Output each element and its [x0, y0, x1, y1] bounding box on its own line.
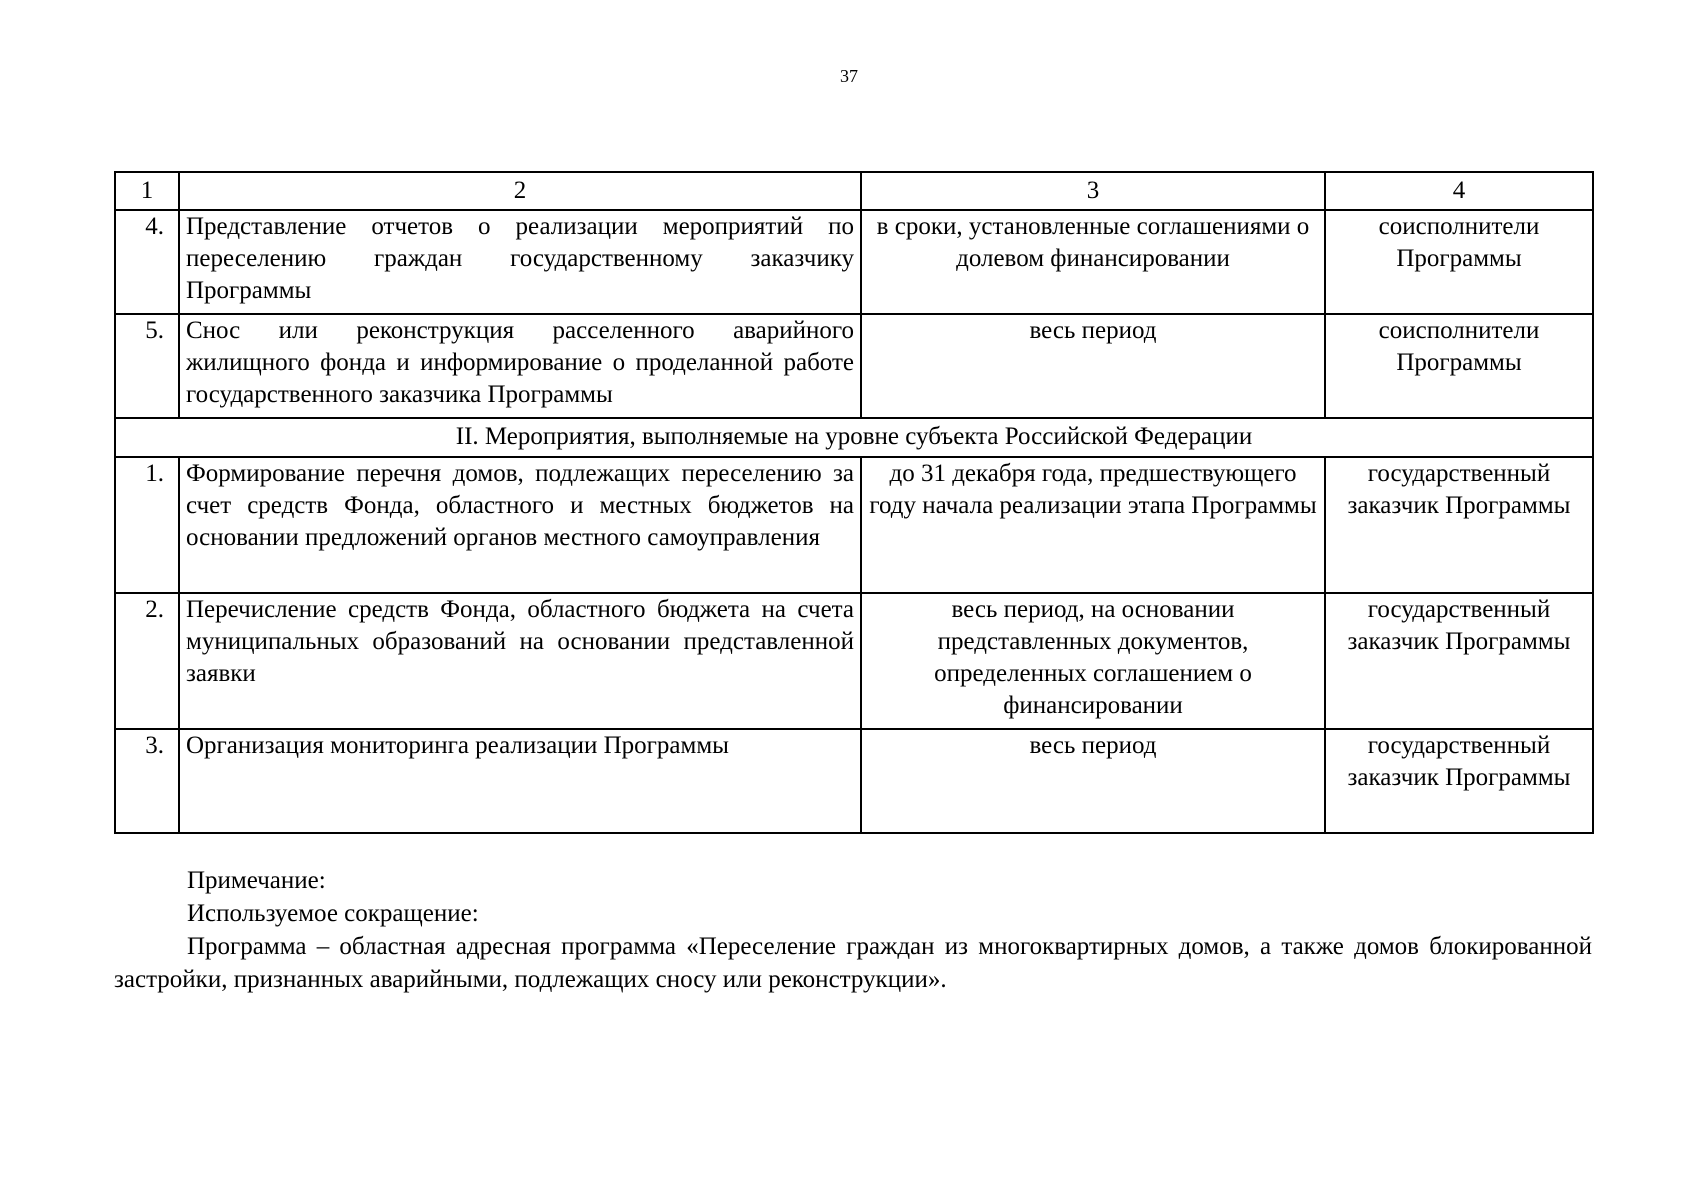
- table-header-row: [115, 172, 1593, 210]
- header-cell-1: 1: [115, 172, 179, 210]
- header-cell-2: 2: [179, 172, 861, 210]
- row-description: Представление отчетов о реализации мероприятий по переселению граждан государственному заказчику Программы: [179, 210, 861, 314]
- row-term: весь период, на основании представленных документов, определенных соглашением о финансировании: [861, 593, 1325, 729]
- row-number: 5.: [115, 314, 179, 418]
- section-row: [115, 418, 1593, 457]
- row-number: 1.: [115, 457, 179, 593]
- table-row: [115, 593, 1593, 729]
- row-executor: соисполнители Программы: [1325, 314, 1593, 418]
- section-title: II. Мероприятия, выполняемые на уровне субъекта Российской Федерации: [115, 418, 1593, 457]
- table-row: [115, 314, 1593, 418]
- row-executor: государственный заказчик Программы: [1325, 593, 1593, 729]
- row-executor: государственный заказчик Программы: [1325, 457, 1593, 593]
- note-text: Программа – областная адресная программа «Переселение граждан из многоквартирных домов, а также домов блокированной застройки, признанных аварийными, подлежащих сносу или реконструкции».: [114, 933, 1592, 993]
- header-cell-4: 4: [1325, 172, 1593, 210]
- table-row: [115, 457, 1593, 593]
- table-row: [115, 729, 1593, 833]
- row-description: Формирование перечня домов, подлежащих переселению за счет средств Фонда, областного и местных бюджетов на основании предложений органов местного самоуправления: [179, 457, 861, 593]
- page-number: 37: [840, 66, 858, 86]
- note-block: [114, 864, 1592, 996]
- row-number: 2.: [115, 593, 179, 729]
- row-term: до 31 декабря года, предшествующего году начала реализации этапа Программы: [861, 457, 1325, 593]
- row-executor: государственный заказчик Программы: [1325, 729, 1593, 833]
- row-number: 3.: [115, 729, 179, 833]
- row-description: Снос или реконструкция расселенного аварийного жилищного фонда и информирование о проделанной работе государственного заказчика Программы: [179, 314, 861, 418]
- row-description: Перечисление средств Фонда, областного бюджета на счета муниципальных образований на основании представленной заявки: [179, 593, 861, 729]
- row-term: весь период: [861, 314, 1325, 418]
- row-term: в сроки, установленные соглашениями о долевом финансировании: [861, 210, 1325, 314]
- row-executor: соисполнители Программы: [1325, 210, 1593, 314]
- table-row: [115, 210, 1593, 314]
- measures-table: [114, 171, 1594, 834]
- note-title: Примечание:: [187, 867, 326, 894]
- row-description: Организация мониторинга реализации Программы: [179, 729, 861, 833]
- row-term: весь период: [861, 729, 1325, 833]
- note-subtitle: Используемое сокращение:: [187, 900, 479, 927]
- header-cell-3: 3: [861, 172, 1325, 210]
- row-number: 4.: [115, 210, 179, 314]
